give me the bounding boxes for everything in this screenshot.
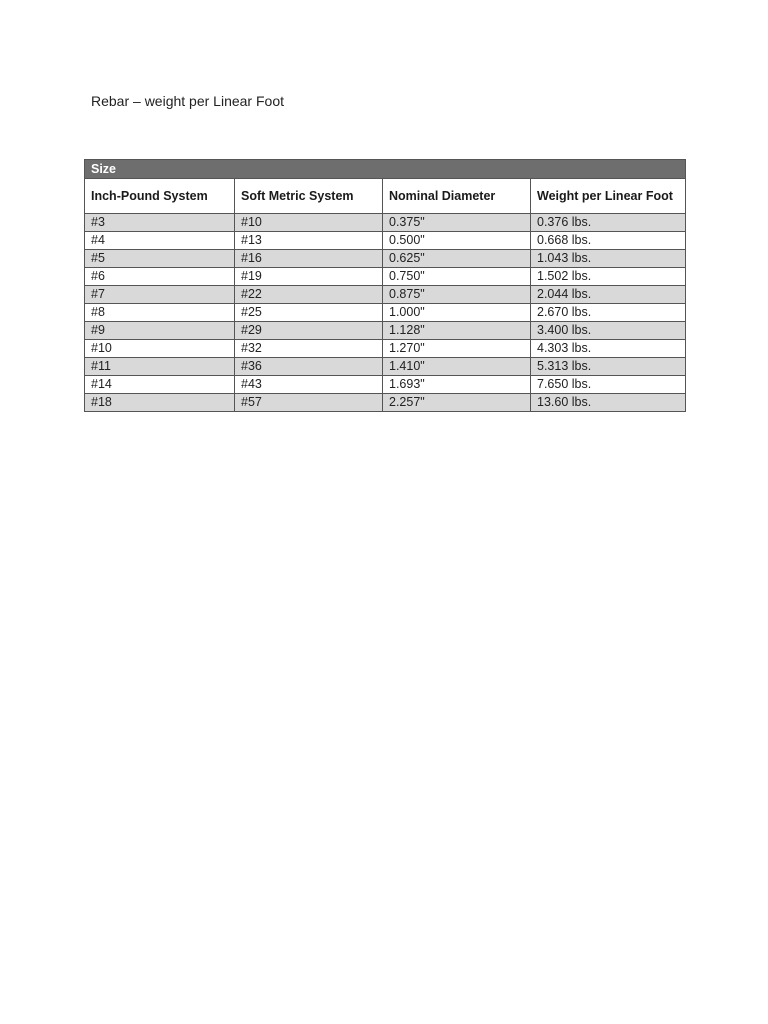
cell-soft-metric: #57 <box>235 394 383 412</box>
table-row <box>85 358 686 376</box>
page-title: Rebar – weight per Linear Foot <box>91 93 284 109</box>
cell-inch-pound: #9 <box>85 322 235 340</box>
cell-nominal-diameter: 0.625" <box>383 250 531 268</box>
cell-nominal-diameter: 0.375" <box>383 214 531 232</box>
table-row <box>85 286 686 304</box>
rebar-weight-table <box>84 159 686 412</box>
cell-weight: 0.668 lbs. <box>531 232 686 250</box>
table-row <box>85 376 686 394</box>
cell-soft-metric: #43 <box>235 376 383 394</box>
cell-nominal-diameter: 0.500" <box>383 232 531 250</box>
cell-inch-pound: #18 <box>85 394 235 412</box>
cell-weight: 3.400 lbs. <box>531 322 686 340</box>
table-row <box>85 304 686 322</box>
cell-soft-metric: #13 <box>235 232 383 250</box>
size-group-header: Size <box>85 160 686 179</box>
cell-inch-pound: #11 <box>85 358 235 376</box>
cell-nominal-diameter: 2.257" <box>383 394 531 412</box>
cell-inch-pound: #3 <box>85 214 235 232</box>
column-header-nominal-diameter: Nominal Diameter <box>383 179 531 214</box>
column-header-soft-metric: Soft Metric System <box>235 179 383 214</box>
column-header-inch-pound: Inch-Pound System <box>85 179 235 214</box>
cell-soft-metric: #32 <box>235 340 383 358</box>
cell-weight: 7.650 lbs. <box>531 376 686 394</box>
cell-weight: 2.670 lbs. <box>531 304 686 322</box>
table-row <box>85 250 686 268</box>
column-header-row <box>85 179 686 214</box>
cell-inch-pound: #4 <box>85 232 235 250</box>
cell-nominal-diameter: 1.128" <box>383 322 531 340</box>
cell-nominal-diameter: 1.000" <box>383 304 531 322</box>
cell-weight: 0.376 lbs. <box>531 214 686 232</box>
cell-weight: 4.303 lbs. <box>531 340 686 358</box>
table-row <box>85 394 686 412</box>
cell-inch-pound: #6 <box>85 268 235 286</box>
cell-weight: 1.043 lbs. <box>531 250 686 268</box>
column-header-weight: Weight per Linear Foot <box>531 179 686 214</box>
cell-soft-metric: #29 <box>235 322 383 340</box>
cell-inch-pound: #8 <box>85 304 235 322</box>
table-row <box>85 340 686 358</box>
cell-weight: 1.502 lbs. <box>531 268 686 286</box>
cell-soft-metric: #19 <box>235 268 383 286</box>
cell-nominal-diameter: 1.270" <box>383 340 531 358</box>
cell-nominal-diameter: 0.750" <box>383 268 531 286</box>
table-row <box>85 232 686 250</box>
cell-soft-metric: #22 <box>235 286 383 304</box>
table-row <box>85 322 686 340</box>
cell-inch-pound: #7 <box>85 286 235 304</box>
cell-weight: 5.313 lbs. <box>531 358 686 376</box>
table-row <box>85 268 686 286</box>
cell-inch-pound: #5 <box>85 250 235 268</box>
cell-inch-pound: #14 <box>85 376 235 394</box>
cell-soft-metric: #25 <box>235 304 383 322</box>
cell-weight: 13.60 lbs. <box>531 394 686 412</box>
cell-nominal-diameter: 1.410" <box>383 358 531 376</box>
cell-inch-pound: #10 <box>85 340 235 358</box>
cell-nominal-diameter: 1.693" <box>383 376 531 394</box>
cell-soft-metric: #36 <box>235 358 383 376</box>
cell-soft-metric: #10 <box>235 214 383 232</box>
cell-nominal-diameter: 0.875" <box>383 286 531 304</box>
table-row <box>85 214 686 232</box>
size-group-header-row <box>85 160 686 179</box>
cell-weight: 2.044 lbs. <box>531 286 686 304</box>
cell-soft-metric: #16 <box>235 250 383 268</box>
